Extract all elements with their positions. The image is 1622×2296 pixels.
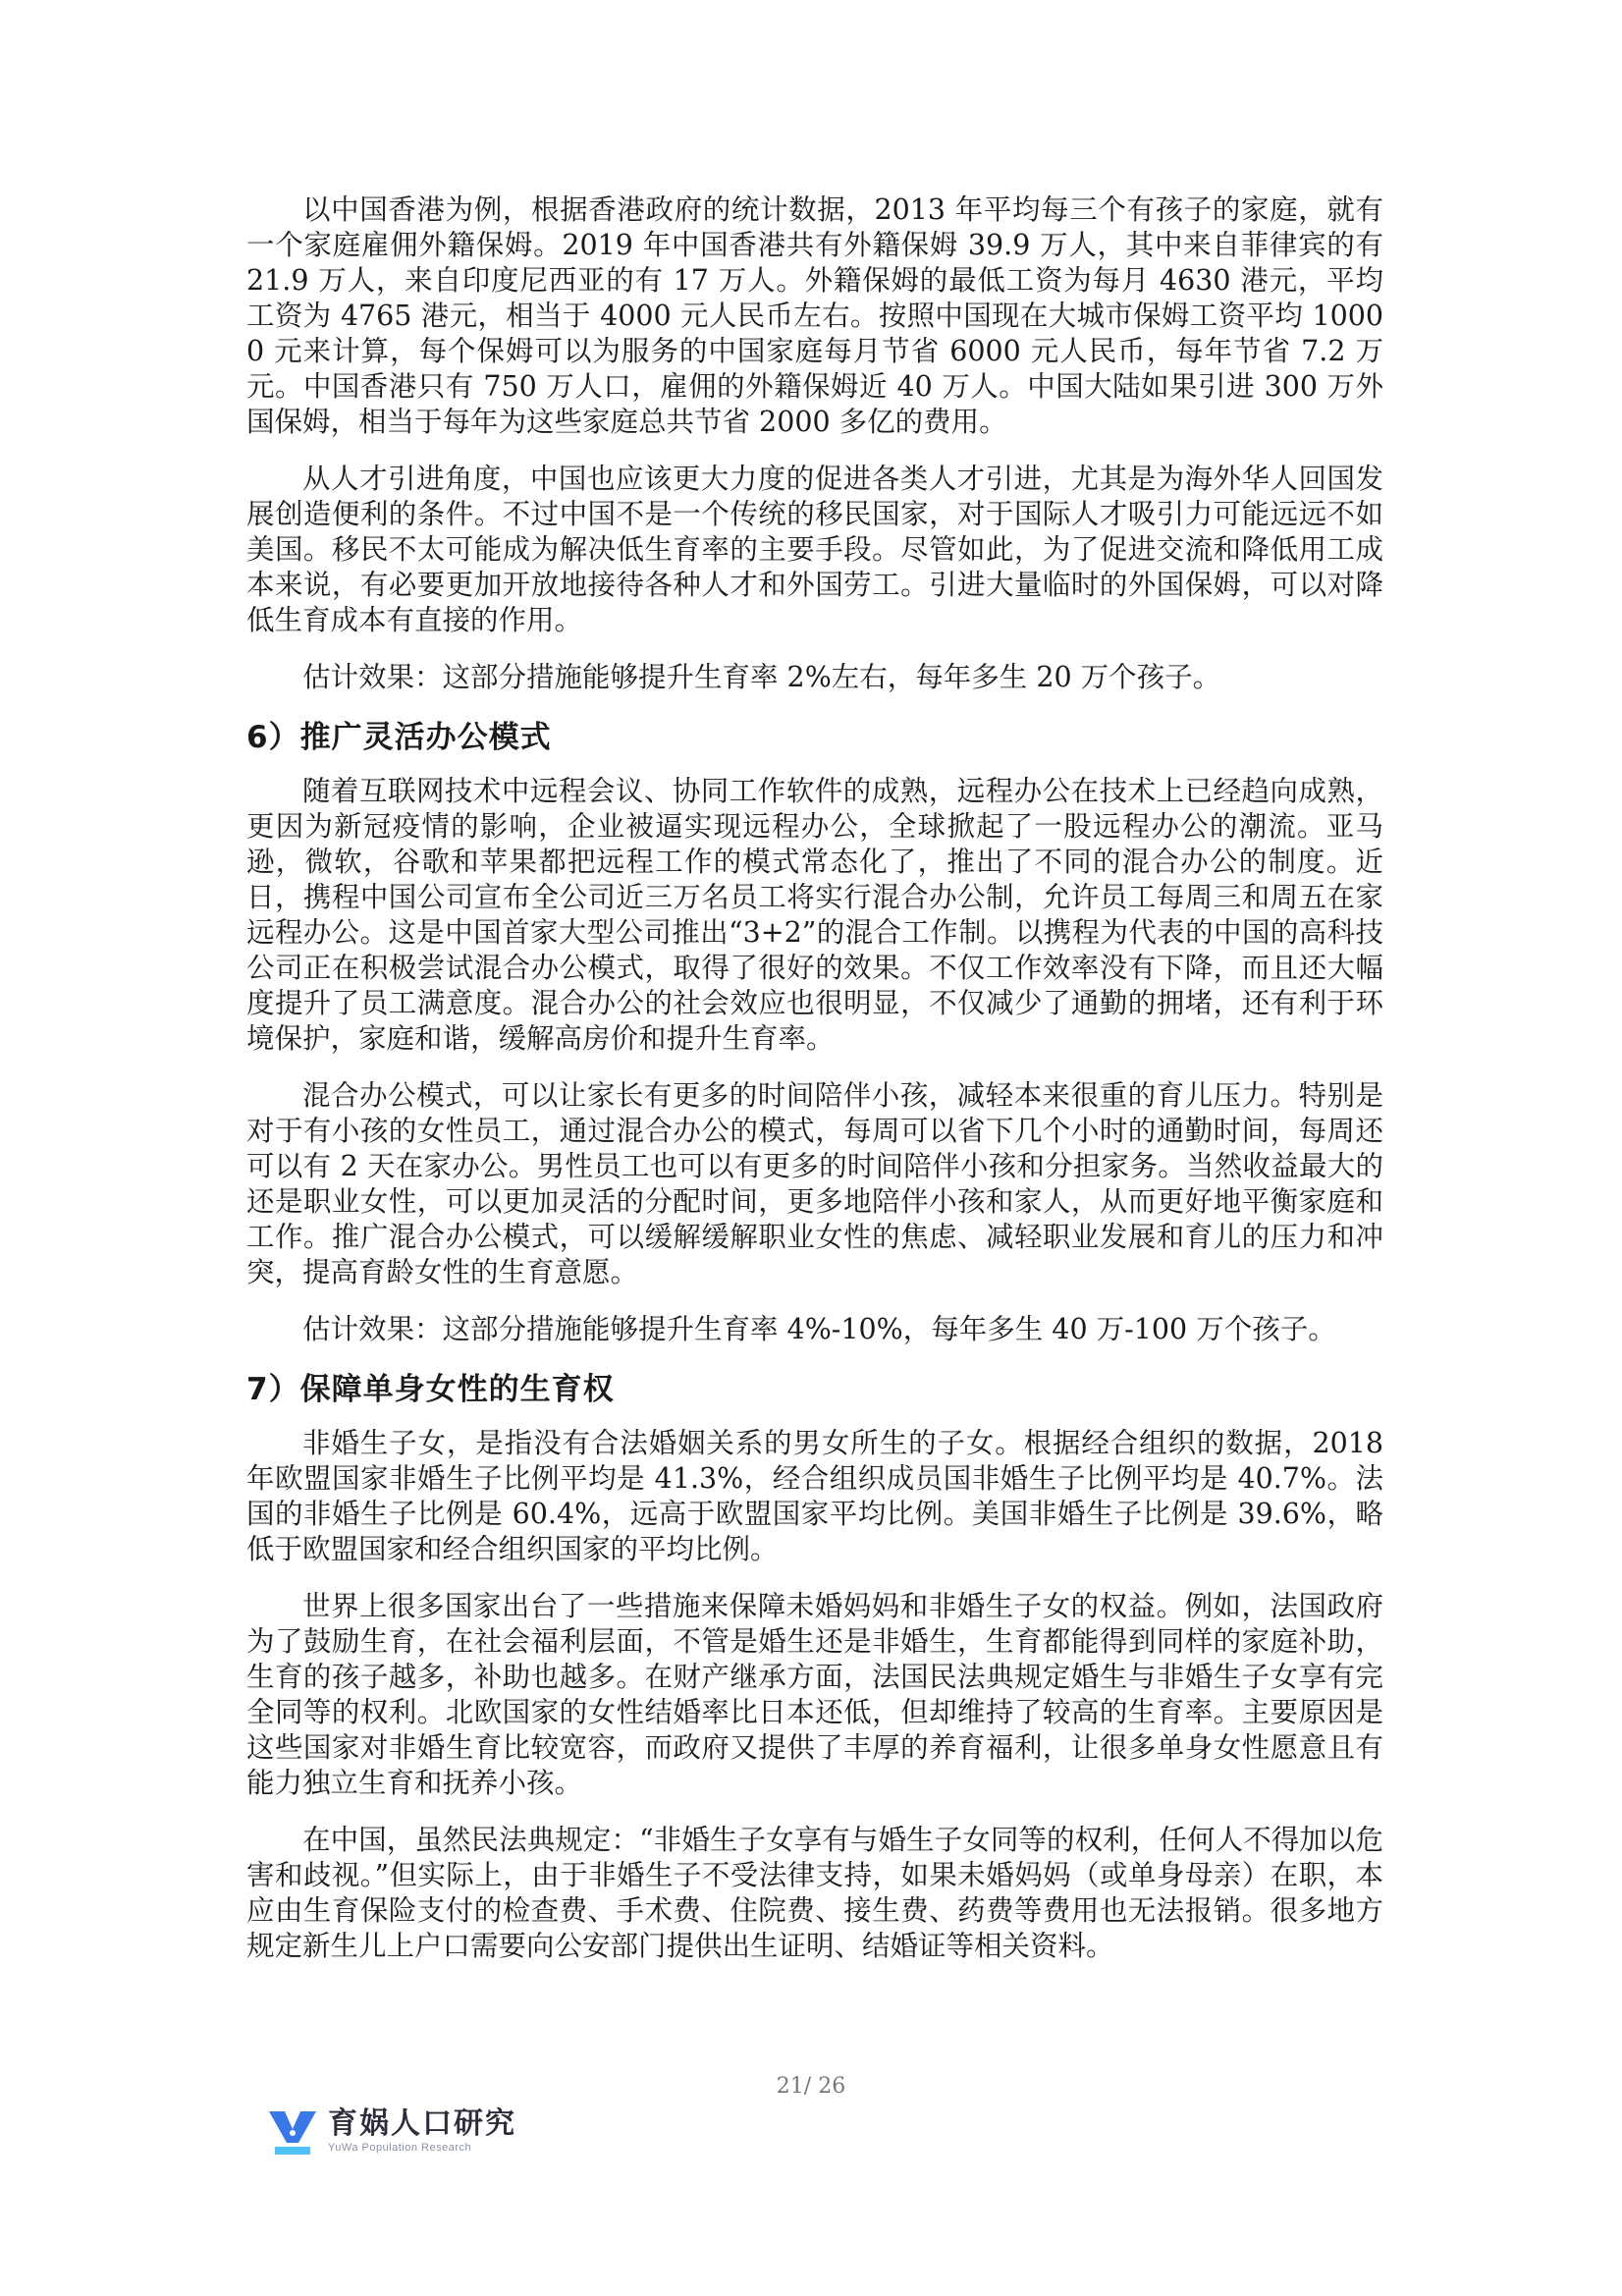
paragraph: 估计效果：这部分措施能够提升生育率 2%左右，每年多生 20 万个孩子。	[302, 661, 1221, 693]
paragraph: 估计效果：这部分措施能够提升生育率 4%-10%，每年多生 40 万-100 万个孩子。	[302, 1313, 1336, 1345]
brand-logo	[265, 2104, 516, 2159]
document-body	[246, 192, 1383, 1986]
paragraph: 随着互联网技术中远程会议、协同工作软件的成熟，远程办公在技术上已经趋向成熟，更因为新冠疫情的影响，企业被逼实现远程办公，全球掀起了一股远程办公的潮流。亚马逊，微软，谷歌和苹果都把远程工作的模式常态化了，推出了不同的混合办公的制度。近日，携程中国公司宣布全公司近三万名员工将实行混合办公制，允许员工每周三和周五在家远程办公。这是中国首家大型公司推出“3+2”的混合工作制。以携程为代表的中国的高科技公司正在积极尝试混合办公模式，取得了很好的效果。不仅工作效率没有下降，而且还大幅度提升了员工满意度。混合办公的社会效应也很明显，不仅减少了通勤的拥堵，还有利于环境保护，家庭和谐，缓解高房价和提升生育率。	[246, 775, 1383, 1055]
section-heading-7: 7）保障单身女性的生育权	[246, 1372, 615, 1407]
logo-english-name: YuWa Population Research	[328, 2142, 472, 2154]
paragraph: 混合办公模式，可以让家长有更多的时间陪伴小孩，减轻本来很重的育儿压力。特别是对于有小孩的女性员工，通过混合办公的模式，每周可以省下几个小时的通勤时间，每周还可以有 2 天在家办公。男性员工也可以有更多的时间陪伴小孩和分担家务。当然收益最大的还是职业女性，可以更加灵活的分配时间，更多地陪伴小孩和家人，从而更好地平衡家庭和工作。推广混合办公模式，可以缓解缓解职业女性的焦虑、减轻职业发展和育儿的压力和冲突，提高育龄女性的生育意愿。	[246, 1079, 1383, 1288]
yuwa-logo-icon	[265, 2104, 320, 2159]
paragraph: 非婚生子女，是指没有合法婚姻关系的男女所生的子女。根据经合组织的数据，2018 年欧盟国家非婚生子比例平均是 41.3%，经合组织成员国非婚生子比例平均是 40.7%。法国的非婚生子比例是 60.4%，远高于欧盟国家平均比例。美国非婚生子比例是 39.6%，略低于欧盟国家和经合组织国家的平均比例。	[246, 1427, 1383, 1565]
paragraph: 世界上很多国家出台了一些措施来保障未婚妈妈和非婚生子女的权益。例如，法国政府为了鼓励生育，在社会福利层面，不管是婚生还是非婚生，生育都能得到同样的家庭补助，生育的孩子越多，补助也越多。在财产继承方面，法国民法典规定婚生与非婚生子女享有完全同等的权利。北欧国家的女性结婚率比日本还低，但却维持了较高的生育率。主要原因是这些国家对非婚生育比较宽容，而政府又提供了丰厚的养育福利，让很多单身女性愿意且有能力独立生育和抚养小孩。	[246, 1590, 1383, 1799]
section-heading-6: 6）推广灵活办公模式	[246, 720, 552, 755]
page-number: 21/ 26	[776, 2074, 846, 2099]
logo-chinese-name: 育娲人口研究	[328, 2106, 516, 2141]
paragraph: 从人才引进角度，中国也应该更大力度的促进各类人才引进，尤其是为海外华人回国发展创造便利的条件。不过中国不是一个传统的移民国家，对于国际人才吸引力可能远远不如美国。移民不太可能成为解决低生育率的主要手段。尽管如此，为了促进交流和降低用工成本来说，有必要更加开放地接待各种人才和外国劳工。引进大量临时的外国保姆，可以对降低生育成本有直接的作用。	[246, 463, 1383, 636]
paragraph: 在中国，虽然民法典规定：“非婚生子女享有与婚生子女同等的权利，任何人不得加以危害和歧视。”但实际上，由于非婚生子不受法律支持，如果未婚妈妈（或单身母亲）在职，本应由生育保险支付的检查费、手术费、住院费、接生费、药费等费用也无法报销。很多地方规定新生儿上户口需要向公安部门提供出生证明、结婚证等相关资料。	[246, 1824, 1383, 1962]
paragraph: 以中国香港为例，根据香港政府的统计数据，2013 年平均每三个有孩子的家庭，就有一个家庭雇佣外籍保姆。2019 年中国香港共有外籍保姆 39.9 万人，其中来自菲律宾的有 21.9 万人，来自印度尼西亚的有 17 万人。外籍保姆的最低工资为每月 4630 港元，平均工资为 4765 港元，相当于 4000 元人民币左右。按照中国现在大城市保姆工资平均 10000 元来计算，每个保姆可以为服务的中国家庭每月节省 6000 元人民币，每年节省 7.2 万元。中国香港只有 750 万人口，雇佣的外籍保姆近 40 万人。中国大陆如果引进 300 万外国保姆，相当于每年为这些家庭总共节省 2000 多亿的费用。	[246, 193, 1383, 438]
